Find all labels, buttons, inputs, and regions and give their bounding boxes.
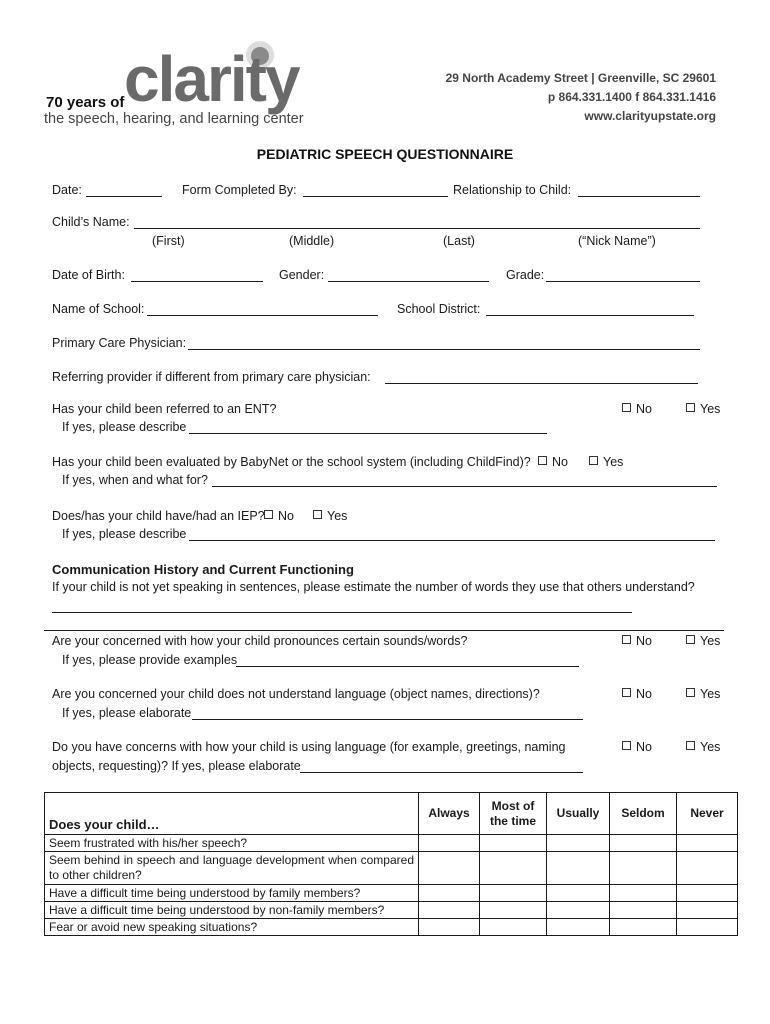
pronounce-examples-label: If yes, please provide examples — [62, 653, 238, 667]
name-first-label: (First) — [152, 234, 185, 248]
iep-no-label: No — [278, 509, 294, 523]
row-question: Seem behind in speech and language development when compared to other children? — [45, 852, 419, 885]
understand-elaborate-label: If yes, please elaborate — [62, 706, 192, 720]
answer-cell[interactable] — [419, 902, 480, 919]
answer-cell[interactable] — [419, 919, 480, 936]
row-question: Seem frustrated with his/her speech? — [45, 835, 419, 852]
answer-cell[interactable] — [677, 885, 738, 902]
communication-heading: Communication History and Current Functioning — [52, 562, 354, 577]
checkbox-icon[interactable] — [589, 456, 598, 465]
using-yes-option[interactable] — [686, 740, 720, 755]
pronounce-yes-option[interactable] — [686, 634, 720, 649]
table-row — [45, 852, 738, 885]
using-no-option[interactable] — [622, 740, 652, 755]
iep-question: Does/has your child have/had an IEP? — [52, 509, 265, 523]
gender-field[interactable] — [328, 281, 489, 282]
checkbox-icon[interactable] — [686, 741, 695, 750]
answer-cell[interactable] — [610, 919, 677, 936]
answer-cell[interactable] — [480, 885, 547, 902]
grade-field[interactable] — [546, 281, 700, 282]
ent-question: Has your child been referred to an ENT? — [52, 402, 277, 416]
name-middle-label: (Middle) — [289, 234, 335, 248]
answer-cell[interactable] — [419, 885, 480, 902]
web-line: www.clarityupstate.org — [584, 109, 716, 123]
relationship-label: Relationship to Child: — [453, 183, 572, 197]
answer-cell[interactable] — [547, 919, 610, 936]
answer-cell[interactable] — [480, 852, 547, 885]
physician-field[interactable] — [188, 349, 700, 350]
name-last-label: (Last) — [443, 234, 475, 248]
ent-yes-label: Yes — [700, 402, 721, 416]
babynet-yes-option[interactable] — [589, 455, 623, 470]
babynet-question: Has your child been evaluated by BabyNet or the school system (including ChildFind)? — [52, 455, 531, 469]
page-title: PEDIATRIC SPEECH QUESTIONNAIRE — [256, 146, 514, 162]
childs-name-field[interactable] — [134, 228, 700, 229]
pronounce-yes-label: Yes — [700, 634, 721, 648]
using-no-label: No — [636, 740, 652, 754]
iep-yes-label: Yes — [327, 509, 348, 523]
answer-cell[interactable] — [610, 835, 677, 852]
words-prompt: If your child is not yet speaking in sentences, please estimate the number of words they use that others understand? — [52, 580, 695, 594]
pronounce-no-option[interactable] — [622, 634, 652, 649]
iep-describe-label: If yes, please describe — [62, 527, 187, 541]
checkbox-icon[interactable] — [264, 510, 273, 519]
school-field[interactable] — [147, 315, 378, 316]
row-question: Fear or avoid new speaking situations? — [45, 919, 419, 936]
dob-field[interactable] — [131, 281, 263, 282]
frequency-table — [44, 792, 738, 936]
answer-cell[interactable] — [610, 902, 677, 919]
gender-label: Gender: — [279, 268, 325, 282]
ent-describe-label: If yes, please describe — [62, 420, 187, 434]
logo-years: 70 years of — [46, 94, 125, 111]
physician-label: Primary Care Physician: — [52, 336, 187, 350]
col-always: Always — [419, 793, 480, 835]
checkbox-icon[interactable] — [686, 688, 695, 697]
iep-yes-option[interactable] — [313, 509, 347, 524]
checkbox-icon[interactable] — [622, 688, 631, 697]
answer-cell[interactable] — [419, 835, 480, 852]
answer-cell[interactable] — [480, 919, 547, 936]
using-yes-label: Yes — [700, 740, 721, 754]
school-label: Name of School: — [52, 302, 145, 316]
iep-no-option[interactable] — [264, 509, 294, 524]
row-question: Have a difficult time being understood by non-family members? — [45, 902, 419, 919]
iep-describe-field[interactable] — [189, 540, 715, 541]
checkbox-icon[interactable] — [622, 635, 631, 644]
section-divider — [44, 630, 724, 631]
phone-line: p 864.331.1400 f 864.331.1416 — [547, 90, 716, 104]
answer-cell[interactable] — [547, 835, 610, 852]
table-row — [45, 919, 738, 936]
using-question-line2: objects, requesting)? If yes, please elaborate — [52, 759, 301, 773]
referring-label: Referring provider if different from primary care physician: — [52, 370, 371, 384]
referring-field[interactable] — [385, 383, 698, 384]
district-label: School District: — [397, 302, 481, 316]
ent-no-label: No — [636, 402, 652, 416]
babynet-when-label: If yes, when and what for? — [62, 473, 208, 487]
grade-label: Grade: — [506, 268, 545, 282]
col-never: Never — [677, 793, 738, 835]
col-usually: Usually — [547, 793, 610, 835]
name-nick-label: (“Nick Name”) — [578, 234, 656, 248]
understand-yes-label: Yes — [700, 687, 721, 701]
pronounce-examples-field[interactable] — [236, 666, 579, 667]
checkbox-icon[interactable] — [622, 403, 631, 412]
col-seldom: Seldom — [610, 793, 677, 835]
address-line: 29 North Academy Street | Greenville, SC 29601 — [445, 71, 716, 85]
col-most-of-the-time: Most of the time — [480, 793, 547, 835]
answer-cell[interactable] — [480, 902, 547, 919]
using-elaborate-field[interactable] — [300, 772, 583, 773]
answer-cell[interactable] — [419, 852, 480, 885]
answer-cell[interactable] — [480, 835, 547, 852]
babynet-when-field[interactable] — [212, 486, 717, 487]
ent-describe-field[interactable] — [189, 433, 547, 434]
answer-cell[interactable] — [677, 919, 738, 936]
understand-no-option[interactable] — [622, 687, 652, 702]
form-completed-field[interactable] — [303, 196, 448, 197]
babynet-yes-label: Yes — [603, 455, 624, 469]
understand-question: Are you concerned your child does not understand language (object names, directions)? — [52, 687, 540, 701]
words-field[interactable] — [52, 612, 632, 613]
pronounce-question: Are your concerned with how your child pronounces certain sounds/words? — [52, 634, 468, 648]
answer-cell[interactable] — [547, 852, 610, 885]
checkbox-icon[interactable] — [622, 741, 631, 750]
table-question-header: Does your child… — [45, 793, 419, 835]
table-header-row — [45, 793, 738, 835]
babynet-no-label: No — [552, 455, 568, 469]
answer-cell[interactable] — [677, 835, 738, 852]
logo-tagline: the speech, hearing, and learning center — [44, 111, 304, 127]
pronounce-no-label: No — [636, 634, 652, 648]
row-question: Have a difficult time being understood by family members? — [45, 885, 419, 902]
dob-label: Date of Birth: — [52, 268, 125, 282]
using-question-line1: Do you have concerns with how your child is using language (for example, greetings, naming — [52, 740, 566, 754]
answer-cell[interactable] — [547, 885, 610, 902]
answer-cell[interactable] — [610, 885, 677, 902]
checkbox-icon[interactable] — [686, 635, 695, 644]
district-field[interactable] — [486, 315, 694, 316]
checkbox-icon[interactable] — [313, 510, 322, 519]
answer-cell[interactable] — [677, 902, 738, 919]
answer-cell[interactable] — [677, 852, 738, 885]
table-row — [45, 885, 738, 902]
logo-wordmark: clarity — [124, 43, 299, 115]
understand-no-label: No — [636, 687, 652, 701]
understand-yes-option[interactable] — [686, 687, 720, 702]
ent-no-option[interactable] — [622, 402, 652, 417]
babynet-no-option[interactable] — [538, 455, 568, 470]
form-completed-label: Form Completed By: — [182, 183, 297, 197]
relationship-field[interactable] — [578, 196, 700, 197]
table-row — [45, 902, 738, 919]
checkbox-icon[interactable] — [686, 403, 695, 412]
date-label: Date: — [52, 183, 82, 197]
answer-cell[interactable] — [610, 852, 677, 885]
understand-elaborate-field[interactable] — [192, 719, 583, 720]
date-field[interactable] — [86, 196, 162, 197]
childs-name-label: Child’s Name: — [52, 215, 130, 229]
ent-yes-option[interactable] — [686, 402, 720, 417]
answer-cell[interactable] — [547, 902, 610, 919]
checkbox-icon[interactable] — [538, 456, 547, 465]
table-row — [45, 835, 738, 852]
